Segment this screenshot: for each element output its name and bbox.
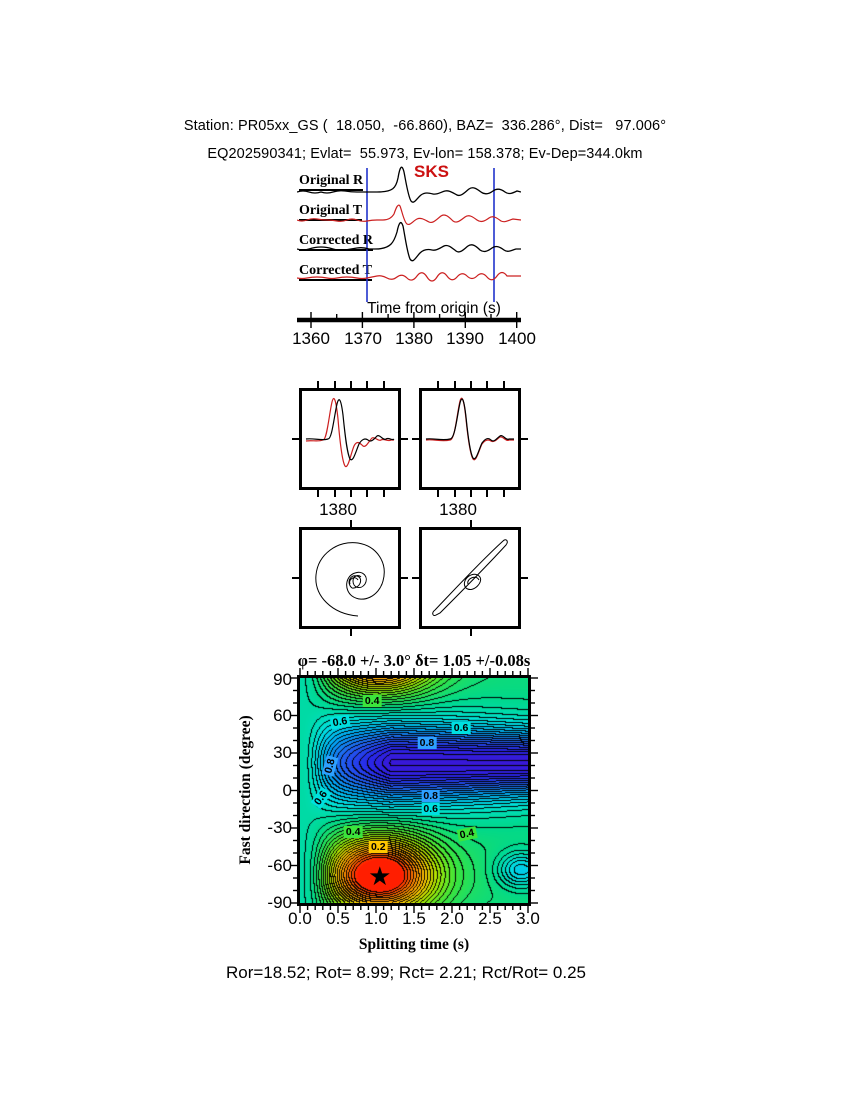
contour-x-axis-label: Splitting time (s)	[358, 936, 470, 953]
ytick-m90: -90	[267, 893, 292, 912]
box-tick	[350, 520, 352, 527]
time-tick-1390: 1390	[446, 329, 484, 348]
xtick-1.5: 1.5	[402, 909, 426, 928]
station-header: Station: PR05xx_GS ( 18.050, -66.860), BAZ= 336.286°, Dist= 97.006°	[183, 118, 667, 134]
box-tick	[366, 381, 368, 388]
time-tick-1370: 1370	[344, 329, 382, 348]
box-tick	[503, 381, 505, 388]
particle-motion-corrected-plot	[422, 530, 518, 626]
trace-original-t	[297, 205, 521, 224]
box-tick	[292, 577, 299, 579]
slow-wave-original	[306, 399, 394, 467]
trace-label-corrected-r: Corrected R	[299, 231, 373, 251]
fast-wave-corrected	[426, 399, 514, 459]
xtick-2.5: 2.5	[478, 909, 502, 928]
box-tick	[383, 381, 385, 388]
contour-title: φ= -68.0 +/- 3.0° δt= 1.05 +/-0.08s	[297, 651, 531, 670]
ytick-90: 90	[273, 670, 292, 689]
box-tick	[334, 490, 336, 497]
particle-motion-corrected-curve	[433, 540, 507, 616]
box-tick	[470, 490, 472, 497]
contour-level-label: 0.4	[364, 694, 380, 707]
time-axis-title: Time from origin (s)	[367, 300, 501, 317]
box-tick	[486, 381, 488, 388]
fast-slow-corrected-plot	[422, 391, 518, 487]
fast-slow-original-plot	[302, 391, 398, 487]
contour-level-label: 0.6	[312, 788, 331, 808]
box-tick	[470, 520, 472, 527]
trace-original-r	[297, 167, 521, 202]
xtick-1.0: 1.0	[364, 909, 388, 928]
trace-label-corrected-t: Corrected T	[299, 261, 372, 281]
ytick-m30: -30	[267, 818, 292, 837]
contour-level-label: 0.8	[419, 737, 435, 749]
box-tick	[412, 577, 419, 579]
box-tick	[437, 490, 439, 497]
contour-level-label: 0.6	[331, 714, 348, 729]
particle-motion-original-curve	[316, 543, 384, 616]
contour-level-label: 0.6	[453, 722, 469, 734]
trace-label-original-t: Original T	[299, 201, 362, 221]
xtick-0.0: 0.0	[288, 909, 312, 928]
box-tick	[334, 381, 336, 388]
box-tick	[412, 438, 419, 440]
box-tick	[401, 577, 408, 579]
box-tick	[470, 629, 472, 636]
particle-motion-box-corrected	[419, 527, 521, 629]
inset-time-label-right: 1380	[439, 500, 477, 519]
ytick-60: 60	[273, 706, 292, 725]
trace-corrected-t	[297, 273, 521, 282]
fast-slow-box-original	[299, 388, 401, 490]
contour-level-label: 0.8	[423, 789, 439, 802]
time-tick-1400: 1400	[498, 329, 536, 348]
time-tick-1360: 1360	[292, 329, 330, 348]
fast-slow-box-corrected	[419, 388, 521, 490]
time-tick-1380: 1380	[395, 329, 433, 348]
trace-label-original-r: Original R	[299, 171, 363, 191]
box-tick	[317, 490, 319, 497]
contour-level-label: 0.4	[458, 826, 476, 842]
box-tick	[350, 629, 352, 636]
ytick-30: 30	[273, 743, 292, 762]
inset-time-label-left: 1380	[319, 500, 357, 519]
event-header: EQ202590341; Evlat= 55.973, Ev-lon= 158.378; Ev-Dep=344.0km	[207, 146, 643, 162]
contour-level-label: 0.6	[423, 803, 439, 816]
box-tick	[350, 381, 352, 388]
box-tick	[401, 438, 408, 440]
box-tick	[486, 490, 488, 497]
contour-level-label: 0.4	[345, 825, 361, 838]
ytick-0: 0	[282, 781, 292, 800]
box-tick	[454, 381, 456, 388]
xtick-2.0: 2.0	[440, 909, 464, 928]
best-solution-star: ★	[368, 860, 392, 891]
waveform-traces-plot	[297, 162, 521, 308]
contour-level-label: 0.8	[322, 756, 339, 775]
box-tick	[383, 490, 385, 497]
box-tick	[521, 577, 528, 579]
box-tick	[454, 490, 456, 497]
box-tick	[366, 490, 368, 497]
splitting-quality-results: Ror=18.52; Rot= 8.99; Rct= 2.21; Rct/Rot= 0.25	[225, 963, 587, 982]
box-tick	[437, 381, 439, 388]
box-tick	[292, 438, 299, 440]
fast-wave-original	[306, 400, 394, 460]
box-tick	[470, 381, 472, 388]
particle-motion-box-original	[299, 527, 401, 629]
contour-y-axis-label: Fast direction (degree)	[237, 715, 254, 865]
xtick-0.5: 0.5	[326, 909, 350, 928]
sks-phase-label: SKS	[414, 162, 449, 181]
trace-corrected-r	[297, 223, 521, 261]
particle-motion-original-plot	[302, 530, 398, 626]
ytick-m60: -60	[267, 856, 292, 875]
box-tick	[503, 490, 505, 497]
xtick-3.0: 3.0	[516, 909, 540, 928]
box-tick	[317, 381, 319, 388]
box-tick	[350, 490, 352, 497]
contour-level-label: 0.2	[370, 840, 386, 853]
box-tick	[521, 438, 528, 440]
